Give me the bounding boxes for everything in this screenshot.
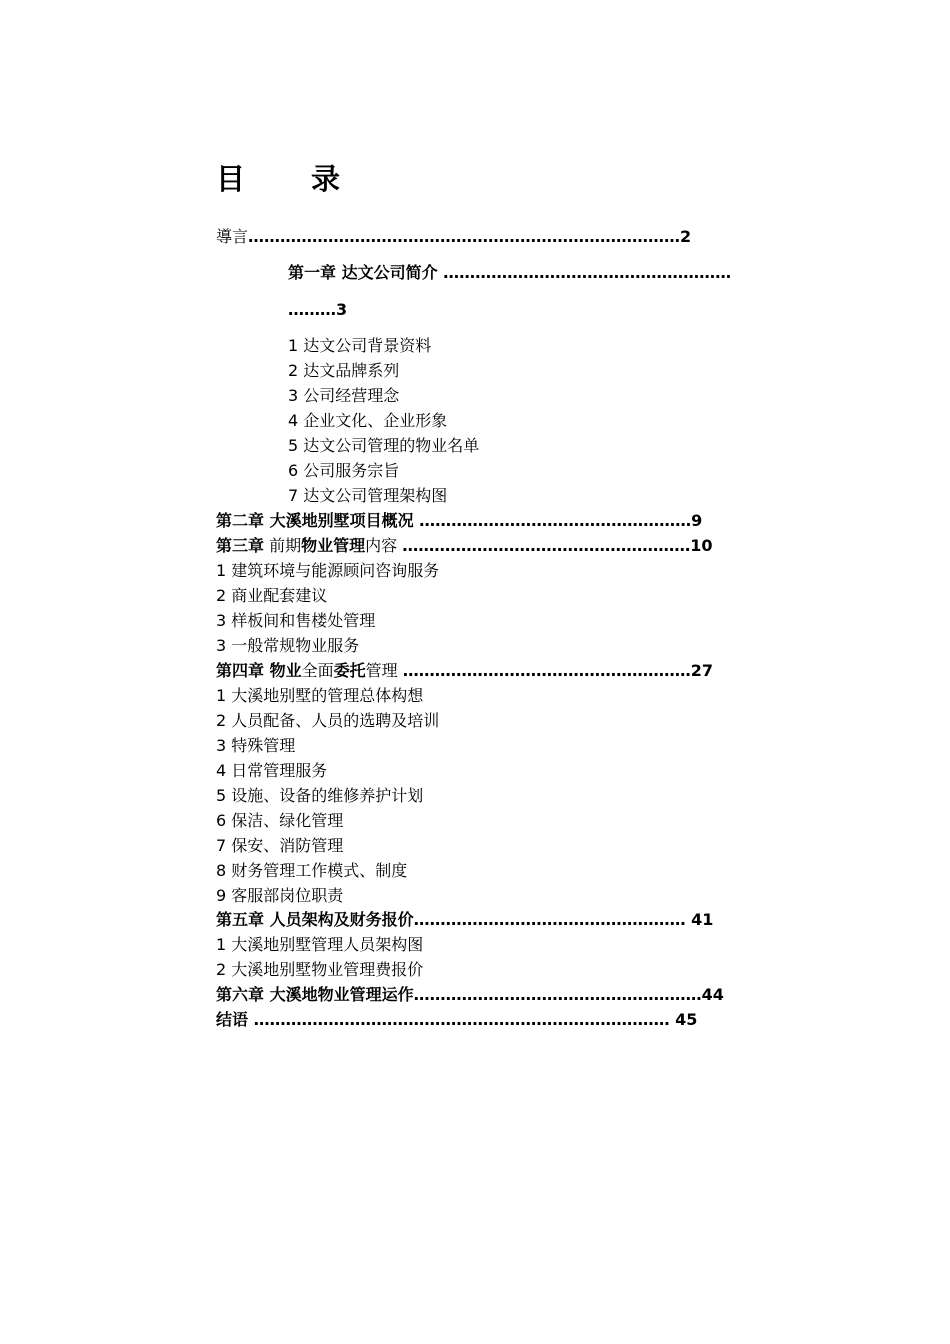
toc-subitem[interactable]: 2 达文品牌系列 xyxy=(288,361,400,380)
toc-entry-chapter-6[interactable]: 第六章 大溪地物业管理运作………………………………………………44 xyxy=(216,985,724,1004)
toc-subitem[interactable]: 1 达文公司背景资料 xyxy=(288,336,432,355)
toc-entry-chapter-1-page: ………3 xyxy=(288,300,348,319)
toc-subitem[interactable]: 3 公司经营理念 xyxy=(288,386,400,405)
toc-entry-chapter-3[interactable]: 第三章 前期物业管理内容 ………………………………………………10 xyxy=(216,536,713,555)
toc-subitem[interactable]: 6 保洁、绿化管理 xyxy=(216,811,344,830)
toc-subitem[interactable]: 4 企业文化、企业形象 xyxy=(288,411,448,430)
toc-subitem[interactable]: 7 保安、消防管理 xyxy=(216,836,344,855)
toc-subitem[interactable]: 3 一般常规物业服务 xyxy=(216,636,360,655)
toc-subitem[interactable]: 6 公司服务宗旨 xyxy=(288,461,400,480)
toc-subitem[interactable]: 4 日常管理服务 xyxy=(216,761,328,780)
toc-entry-intro[interactable]: 導言………………………………………………………………………2 xyxy=(216,227,692,246)
toc-subitem[interactable]: 2 大溪地别墅物业管理费报价 xyxy=(216,960,424,979)
toc-entry-conclusion[interactable]: 结语 …………………………………………………………………… 45 xyxy=(216,1010,698,1029)
toc-title-second: 录 xyxy=(311,162,341,196)
toc-subitem[interactable]: 9 客服部岗位职责 xyxy=(216,886,344,905)
toc-entry-chapter-5[interactable]: 第五章 人员架构及财务报价…………………………………………… 41 xyxy=(216,910,714,929)
toc-subitem[interactable]: 2 商业配套建议 xyxy=(216,586,328,605)
toc-subitem[interactable]: 2 人员配备、人员的选聘及培训 xyxy=(216,711,440,730)
toc-subitem[interactable]: 3 特殊管理 xyxy=(216,736,296,755)
toc-entry-chapter-4[interactable]: 第四章 物业全面委托管理 ………………………………………………27 xyxy=(216,661,713,680)
toc-subitem[interactable]: 7 达文公司管理架构图 xyxy=(288,486,448,505)
toc-subitem[interactable]: 1 建筑环境与能源顾问咨询服务 xyxy=(216,561,440,580)
toc-entry-chapter-2[interactable]: 第二章 大溪地别墅项目概况 ……………………………………………9 xyxy=(216,511,703,530)
toc-subitem[interactable]: 5 设施、设备的维修养护计划 xyxy=(216,786,424,805)
toc-subitem[interactable]: 5 达文公司管理的物业名单 xyxy=(288,436,480,455)
toc-subitem[interactable]: 3 样板间和售楼处管理 xyxy=(216,611,376,630)
toc-title xyxy=(216,157,340,198)
toc-entry-chapter-1[interactable]: 第一章 达文公司简介 ……………………………………………… xyxy=(288,263,732,282)
toc-subitem[interactable]: 1 大溪地别墅的管理总体构想 xyxy=(216,686,424,705)
toc-subitem[interactable]: 8 财务管理工作模式、制度 xyxy=(216,861,408,880)
toc-title-first: 目 xyxy=(216,162,246,196)
toc-subitem[interactable]: 1 大溪地别墅管理人员架构图 xyxy=(216,935,424,954)
